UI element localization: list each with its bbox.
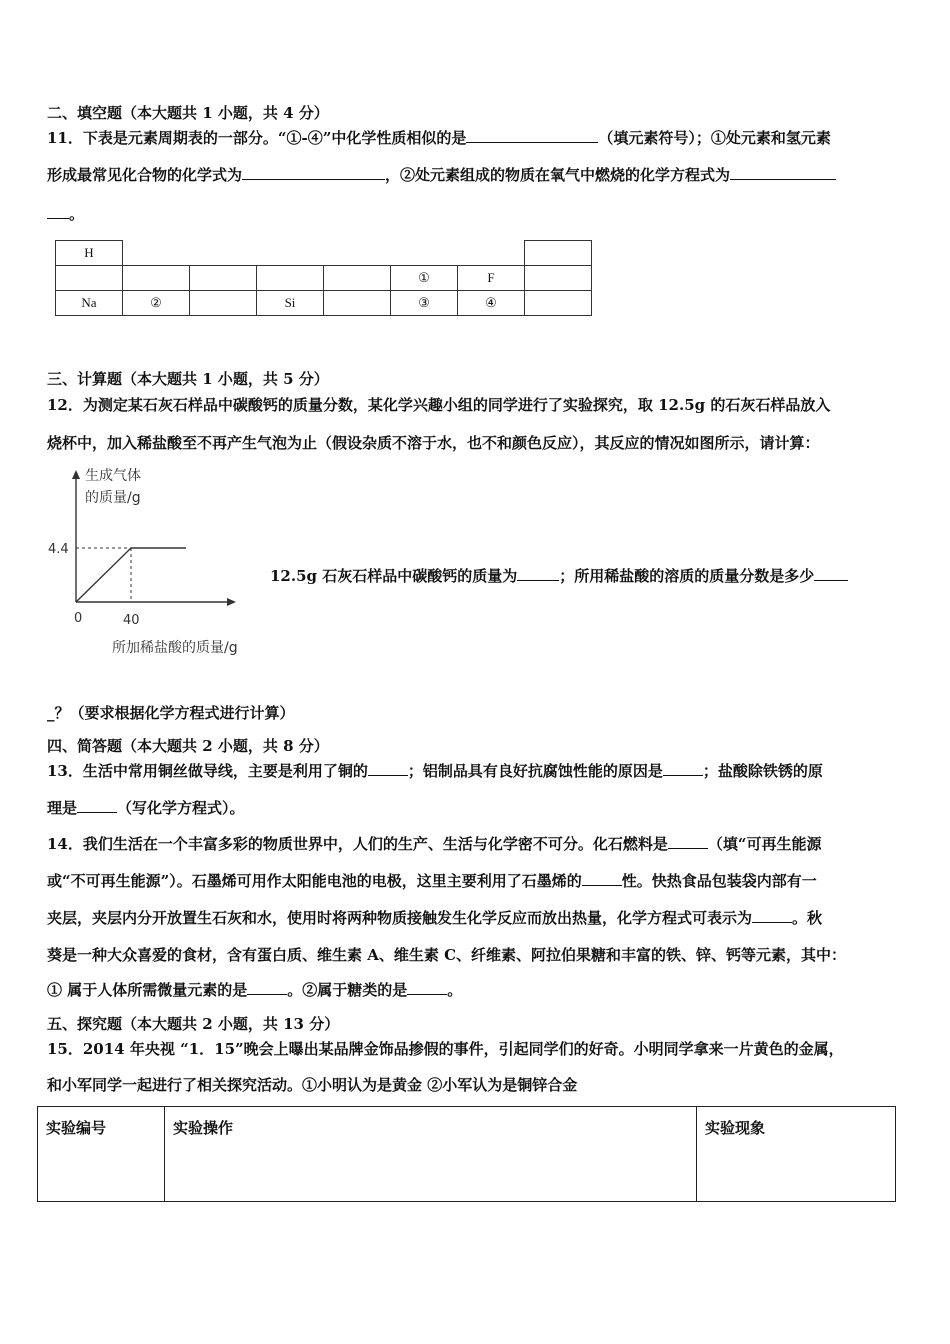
pt-cell [525, 266, 592, 291]
pt-cell [458, 241, 525, 266]
pt-cell-3: ③ [391, 291, 458, 316]
section-short-heading: 四、简答题（本大题共 2 小题，共 8 分） [47, 737, 329, 755]
q14-text-i: 。 [447, 981, 463, 999]
q13-blank-3[interactable] [77, 798, 117, 813]
q11-text-d: ，②处元素组成的物质在氧气中燃烧的化学方程式为 [385, 166, 731, 184]
q11-line2 [47, 165, 836, 185]
q14-text-g: ① 属于人体所需微量元素的是 [47, 981, 248, 999]
q14-line4: 葵是一种大众喜爱的食材，含有蛋白质、维生素 A、维生素 C、纤维素、阿拉伯果糖和丰富的铁、锌、钙等元素，其中： [47, 946, 847, 964]
q12-line-after: _？（要求根据化学方程式进行计算） [47, 704, 295, 722]
q12-text-b: ；所用稀盐酸的溶质的质量分数是多少 [559, 567, 815, 585]
pt-cell [190, 266, 257, 291]
q14-text-h: 。②属于糖类的是 [287, 981, 408, 999]
q13-text-c: ；盐酸除铁锈的原 [702, 762, 823, 780]
q14-blank-4[interactable] [247, 980, 287, 995]
chart-origin-label: 0 [74, 611, 83, 626]
pt-cell [190, 291, 257, 316]
pt-cell-F: F [458, 266, 525, 291]
q15-line1: 15．2014 年央视 “1．15”晚会上曝出某品牌金饰品掺假的事件，引起同学们的好奇。小明同学拿来一片黄色的金属， [47, 1040, 844, 1058]
q13-line2 [47, 798, 245, 818]
pt-cell-4: ④ [458, 291, 525, 316]
q13-blank-1[interactable] [368, 761, 408, 776]
q13-blank-2[interactable] [663, 761, 703, 776]
q13-text-a: 13．生活中常用铜丝做导线，主要是利用了铜的 [47, 762, 368, 780]
q11-line1 [47, 128, 831, 148]
q14-text-d: 性。快热食品包装袋内部有一 [621, 872, 817, 890]
pt-cell: H [56, 241, 123, 266]
chart-x-tick-label: 40 [123, 613, 140, 628]
pt-cell [123, 241, 190, 266]
q14-blank-1[interactable] [668, 834, 708, 849]
q11-text-c: 形成最常见化合物的化学式为 [47, 166, 243, 184]
section-explore-heading: 五、探究题（本大题共 2 小题，共 13 分） [47, 1015, 340, 1033]
q14-blank-2[interactable] [582, 871, 622, 886]
chart-x-axis-arrow [227, 598, 236, 606]
q13-line1 [47, 761, 823, 781]
header-exp-number: 实验编号 [38, 1107, 165, 1202]
experiment-table-header-row [38, 1107, 896, 1202]
q13-text-d: 理是 [47, 799, 78, 817]
chart-y-axis-arrow [72, 470, 80, 479]
periodic-table [55, 240, 592, 316]
header-exp-phenomenon: 实验现象 [697, 1107, 896, 1202]
q11-line3 [47, 204, 84, 224]
pt-cell [56, 266, 123, 291]
q14-blank-3[interactable] [752, 908, 792, 923]
q14-text-a: 14．我们生活在一个丰富多彩的物质世界中，人们的生产、生活与化学密不可分。化石燃料是 [47, 835, 668, 853]
q14-text-c: 或“不可再生能源”）。石墨烯可用作太阳能电池的电极，这里主要利用了石墨烯的 [47, 872, 582, 890]
q11-blank-1[interactable] [466, 128, 598, 143]
chart-y-tick-label: 4.4 [48, 542, 69, 557]
pt-row-1 [56, 241, 592, 266]
q12-blank-2[interactable] [814, 566, 848, 581]
q14-line1 [47, 834, 822, 854]
q14-text-f: 。秋 [792, 909, 823, 927]
q14-text-e: 夹层，夹层内分开放置生石灰和水，使用时将两种物质接触发生化学反应而放出热量，化学方程式可表示为 [47, 909, 753, 927]
q12-text-a: 12.5g 石灰石样品中碳酸钙的质量为 [270, 567, 518, 585]
pt-cell [324, 291, 391, 316]
chart-ylabel-line1: 生成气体 [85, 468, 141, 484]
pt-row-3 [56, 291, 592, 316]
q11-text-end: 。 [69, 205, 85, 223]
pt-cell [525, 241, 592, 266]
chart-ylabel-line2: 的质量/g [85, 490, 141, 506]
q12-question [270, 566, 848, 586]
pt-cell [190, 241, 257, 266]
q11-blank-3[interactable] [730, 165, 836, 180]
pt-cell [257, 241, 324, 266]
q14-line3 [47, 908, 822, 928]
q15-line2: 和小军同学一起进行了相关探究活动。①小明认为是黄金 ②小军认为是铜锌合金 [47, 1076, 578, 1094]
pt-cell-2: ② [123, 291, 190, 316]
q14-line2 [47, 871, 817, 891]
q14-line5 [47, 980, 462, 1000]
pt-cell [257, 266, 324, 291]
pt-cell [324, 266, 391, 291]
q11-blank-3-cont[interactable] [47, 204, 69, 219]
q12-blank-1[interactable] [517, 566, 559, 581]
q14-text-b: （填“可再生能源 [707, 835, 822, 853]
q11-blank-2[interactable] [242, 165, 385, 180]
header-exp-operation: 实验操作 [165, 1107, 697, 1202]
pt-cell [391, 241, 458, 266]
q13-text-e: （写化学方程式）。 [117, 799, 245, 817]
pt-cell [324, 241, 391, 266]
q12-line2: 烧杯中，加入稀盐酸至不再产生气泡为止（假设杂质不溶于水，也不和颜色反应），其反应的情况如图所示，请计算： [47, 434, 820, 452]
pt-cell [525, 291, 592, 316]
q12-line1: 12．为测定某石灰石样品中碳酸钙的质量分数，某化学兴趣小组的同学进行了实验探究，取 12.5g 的石灰石样品放入 [47, 396, 831, 414]
pt-row-2 [56, 266, 592, 291]
experiment-table [37, 1106, 896, 1202]
q13-text-b: ；铝制品具有良好抗腐蚀性能的原因是 [407, 762, 663, 780]
q11-text-b: （填元素符号）；①处元素和氢元素 [598, 129, 831, 147]
section-fill-heading: 二、填空题（本大题共 1 小题，共 4 分） [47, 104, 329, 122]
pt-cell-Na: Na [56, 291, 123, 316]
section-calc-heading: 三、计算题（本大题共 1 小题，共 5 分） [47, 370, 329, 388]
q11-text-a: 11．下表是元素周期表的一部分。“①-④”中化学性质相似的是 [47, 129, 467, 147]
pt-cell-1: ① [391, 266, 458, 291]
pt-cell-Si: Si [257, 291, 324, 316]
chart-xlabel: 所加稀盐酸的质量/g [112, 640, 238, 656]
gas-mass-chart [40, 462, 280, 662]
q14-blank-5[interactable] [407, 980, 447, 995]
pt-cell [123, 266, 190, 291]
